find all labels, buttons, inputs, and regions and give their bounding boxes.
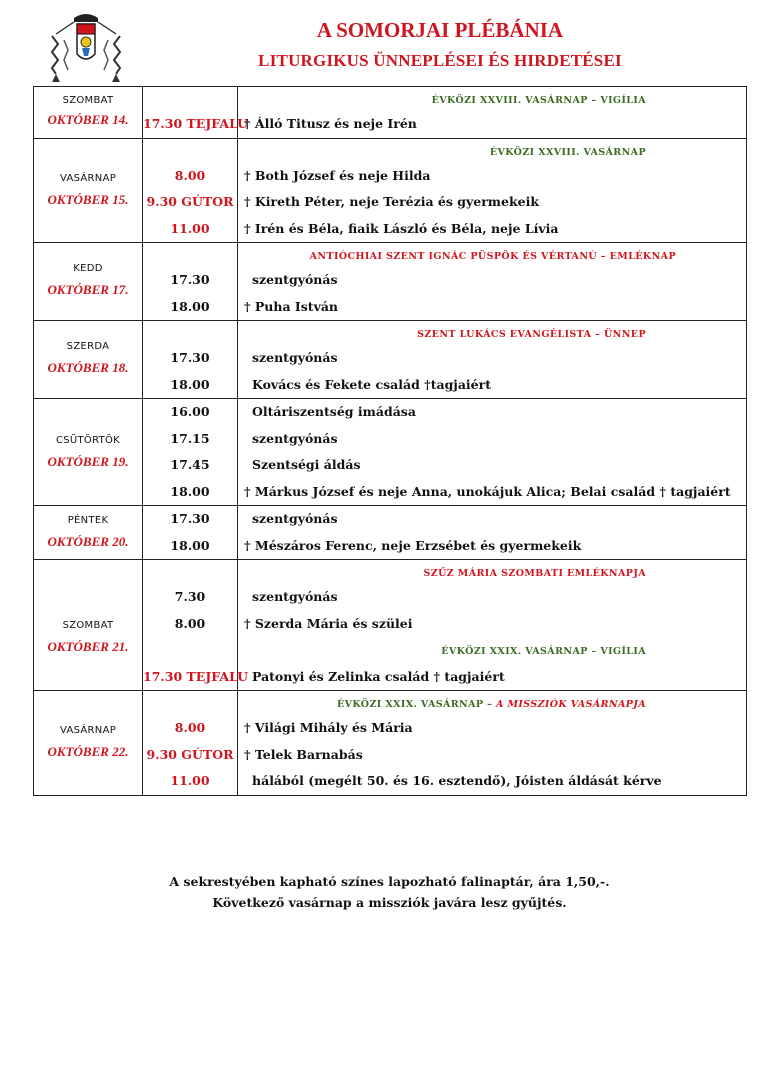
mass-time: 8.00 [174,720,206,735]
mass-time: 17.30 [170,272,210,287]
intention-cell [238,560,747,691]
day-date: OKTÓBER 20. [47,534,129,549]
intention-text: † Mészáros Ferenc, neje Erzsébet és gyermekeik [244,537,582,553]
day-name: SZOMBAT [62,620,114,631]
feast-title-main: ÉVKÖZI XXIX. VASÁRNAP – [336,699,497,710]
time-cell [143,506,238,560]
intention-text: Oltáriszentség imádása [252,404,416,419]
mass-time: 17.45 [170,457,210,472]
intention-cell [238,691,747,796]
day-cell [34,399,143,506]
mass-time: 8.00 [174,167,206,183]
feast-title: SZŰZ MÁRIA SZOMBATI EMLÉKNAPJA [423,568,646,579]
day-date: OKTÓBER 17. [47,282,129,297]
intention-text: † Kireth Péter, neje Terézia és gyermekeik [244,194,539,209]
intention-cell [238,321,747,399]
intention-text: † Telek Barnabás [244,746,363,762]
intention-text: szentgyónás [252,272,338,287]
mass-time: 18.00 [170,376,210,392]
mass-time: 17.15 [170,430,210,446]
day-cell [34,321,143,399]
day-cell [34,506,143,560]
intention-cell [238,399,747,506]
day-name: CSÜTÖRTÖK [55,435,121,446]
day-date: OKTÓBER 14. [47,112,129,127]
mass-time: 11.00 [170,773,210,788]
mass-time: 17.30 TEJFALU [143,668,249,684]
day-name: SZERDA [66,341,110,352]
time-cell [143,691,238,796]
day-row [34,87,747,139]
mass-time: 17.30 [170,511,210,526]
day-cell [34,560,143,691]
intention-text: † Szerda Mária és szülei [244,615,413,631]
day-row [34,243,747,321]
intention-text: Kovács és Fekete család †tagjaiért [252,376,491,392]
mass-time: 11.00 [170,220,210,236]
day-date: OKTÓBER 15. [47,191,129,207]
day-cell [34,138,143,243]
intention-text: Patonyi és Zelinka család † tagjaiért [252,668,505,684]
day-name: PÉNTEK [67,515,109,526]
feast-title: ÉVKÖZI XXVIII. VASÁRNAP [489,146,646,158]
day-cell [34,691,143,796]
feast-title: ÉVKÖZI XXVIII. VASÁRNAP – VIGÍLIA [431,95,646,106]
day-name: VASÁRNAP [59,172,117,184]
intention-text: † Both József és neje Hilda [244,167,431,183]
day-row [34,138,747,243]
day-name: VASÁRNAP [59,725,117,736]
time-cell [143,138,238,243]
feast-title-emphasis: A MISSZIÓK VASÁRNAPJA [496,699,646,710]
day-cell [34,243,143,321]
feast-title: ANTIÓCHIAI SZENT IGNÁC PÜSPÖK ÉS VÉRTANÚ – EMLÉKNAP [309,251,676,262]
parish-crest-logo [44,10,128,84]
mass-time: 9.30 GÚTOR [146,194,234,209]
mass-time: 17.30 TEJFALU [143,116,249,131]
intention-text: † Irén és Béla, fiaik László és Béla, neje Lívia [244,220,559,236]
feast-title: SZENT LUKÁCS EVANGÉLISTA – ÜNNEP [417,329,646,340]
day-row [34,321,747,399]
day-row [34,560,747,691]
intention-text: szentgyónás [252,350,338,365]
time-cell [143,560,249,691]
intention-cell [238,243,747,321]
intention-cell [238,87,747,139]
day-date: OKTÓBER 22. [47,744,129,759]
mass-time: 16.00 [170,404,210,419]
day-cell [34,87,143,139]
day-row [34,506,747,560]
day-date: OKTÓBER 19. [47,454,129,469]
mass-time: 7.30 [174,589,206,604]
time-cell [143,321,238,399]
intention-text: Szentségi áldás [252,457,361,472]
feast-title: ÉVKÖZI XXIX. VASÁRNAP – VIGÍLIA [441,646,646,657]
day-date: OKTÓBER 18. [47,360,129,375]
feast-title [238,691,746,715]
day-row [34,691,747,796]
mass-time: 18.00 [170,298,210,314]
page-title: A SOMORJAI PLÉBÁNIA [316,18,564,42]
announcements [33,871,746,913]
day-row [34,399,747,506]
intention-text: hálából (megélt 50. és 16. esztendő), Jóisten áldását kérve [252,773,662,788]
intention-text: szentgyónás [252,511,338,526]
announcement-line: Következő vasárnap a missziók javára lesz gyűjtés. [212,895,567,910]
mass-time: 18.00 [170,483,210,499]
day-name: KEDD [73,263,103,274]
intention-text: † Világi Mihály és Mária [244,720,413,735]
schedule-table [33,86,747,796]
time-cell [143,243,238,321]
mass-time: 18.00 [170,537,210,553]
day-name: SZOMBAT [62,95,114,106]
mass-time: 17.30 [170,350,210,365]
intention-text: † Álló Titusz és neje Irén [244,116,417,131]
intention-text: † Márkus József és neje Anna, unokájuk Alica; Belai család † tagjaiért [244,483,731,499]
mass-time: 9.30 GÚTOR [146,746,234,762]
time-cell [143,87,249,139]
intention-text: szentgyónás [252,430,338,446]
announcement-line: A sekrestyében kapható színes lapozható falinaptár, ára 1,50,-. [169,874,610,889]
intention-cell [238,138,747,243]
intention-text: † Puha István [244,298,339,314]
time-cell [143,399,238,506]
mass-time: 8.00 [174,615,206,631]
page-subtitle: LITURGIKUS ÜNNEPLÉSEI ÉS HIRDETÉSEI [258,51,622,70]
intention-text: szentgyónás [252,589,338,604]
intention-cell [238,506,747,560]
day-date: OKTÓBER 21. [47,639,129,654]
